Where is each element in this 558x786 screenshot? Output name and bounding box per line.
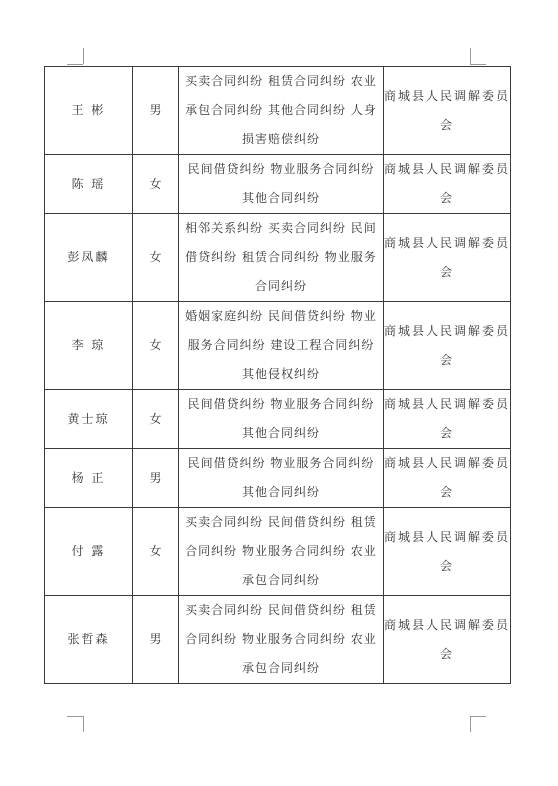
crop-mark-bottom-left (67, 716, 83, 717)
crop-mark-top-right (470, 64, 486, 65)
crop-mark-top-left (67, 64, 83, 65)
mediator-name: 李 琼 (45, 302, 133, 390)
mediator-name: 张哲森 (45, 596, 133, 684)
organization: 商城县人民调解委员会 (384, 155, 511, 214)
organization: 商城县人民调解委员会 (384, 390, 511, 449)
mediator-gender: 女 (133, 155, 179, 214)
table-row (45, 67, 511, 155)
mediator-name: 彭凤麟 (45, 214, 133, 302)
crop-mark-top-left (83, 48, 84, 64)
organization: 商城县人民调解委员会 (384, 596, 511, 684)
crop-mark-bottom-right (470, 716, 471, 732)
dispute-types: 婚姻家庭纠纷 民间借贷纠纷 物业服务合同纠纷 建设工程合同纠纷 其他侵权纠纷 (179, 302, 384, 390)
mediator-name: 付 露 (45, 508, 133, 596)
mediator-gender: 女 (133, 390, 179, 449)
table-row (45, 449, 511, 508)
mediator-gender: 女 (133, 214, 179, 302)
dispute-types: 民间借贷纠纷 物业服务合同纠纷 其他合同纠纷 (179, 449, 384, 508)
dispute-types: 相邻关系纠纷 买卖合同纠纷 民间借贷纠纷 租赁合同纠纷 物业服务合同纠纷 (179, 214, 384, 302)
dispute-types: 民间借贷纠纷 物业服务合同纠纷 其他合同纠纷 (179, 390, 384, 449)
table-row (45, 508, 511, 596)
crop-mark-top-right (470, 48, 471, 64)
mediator-table (44, 66, 511, 684)
table-row (45, 214, 511, 302)
mediator-gender: 男 (133, 596, 179, 684)
mediator-name: 王 彬 (45, 67, 133, 155)
mediator-gender: 女 (133, 508, 179, 596)
organization: 商城县人民调解委员会 (384, 449, 511, 508)
table-row (45, 390, 511, 449)
table-row (45, 596, 511, 684)
crop-mark-bottom-left (83, 716, 84, 732)
table-row (45, 155, 511, 214)
mediator-name: 黄士琼 (45, 390, 133, 449)
organization: 商城县人民调解委员会 (384, 508, 511, 596)
mediator-gender: 男 (133, 67, 179, 155)
dispute-types: 民间借贷纠纷 物业服务合同纠纷 其他合同纠纷 (179, 155, 384, 214)
mediator-name: 杨 正 (45, 449, 133, 508)
dispute-types: 买卖合同纠纷 民间借贷纠纷 租赁合同纠纷 物业服务合同纠纷 农业承包合同纠纷 (179, 596, 384, 684)
organization: 商城县人民调解委员会 (384, 214, 511, 302)
mediator-gender: 男 (133, 449, 179, 508)
organization: 商城县人民调解委员会 (384, 302, 511, 390)
crop-mark-bottom-right (470, 716, 486, 717)
mediator-gender: 女 (133, 302, 179, 390)
table-row (45, 302, 511, 390)
mediator-name: 陈 瑶 (45, 155, 133, 214)
dispute-types: 买卖合同纠纷 民间借贷纠纷 租赁合同纠纷 物业服务合同纠纷 农业承包合同纠纷 (179, 508, 384, 596)
organization: 商城县人民调解委员会 (384, 67, 511, 155)
dispute-types: 买卖合同纠纷 租赁合同纠纷 农业承包合同纠纷 其他合同纠纷 人身损害赔偿纠纷 (179, 67, 384, 155)
